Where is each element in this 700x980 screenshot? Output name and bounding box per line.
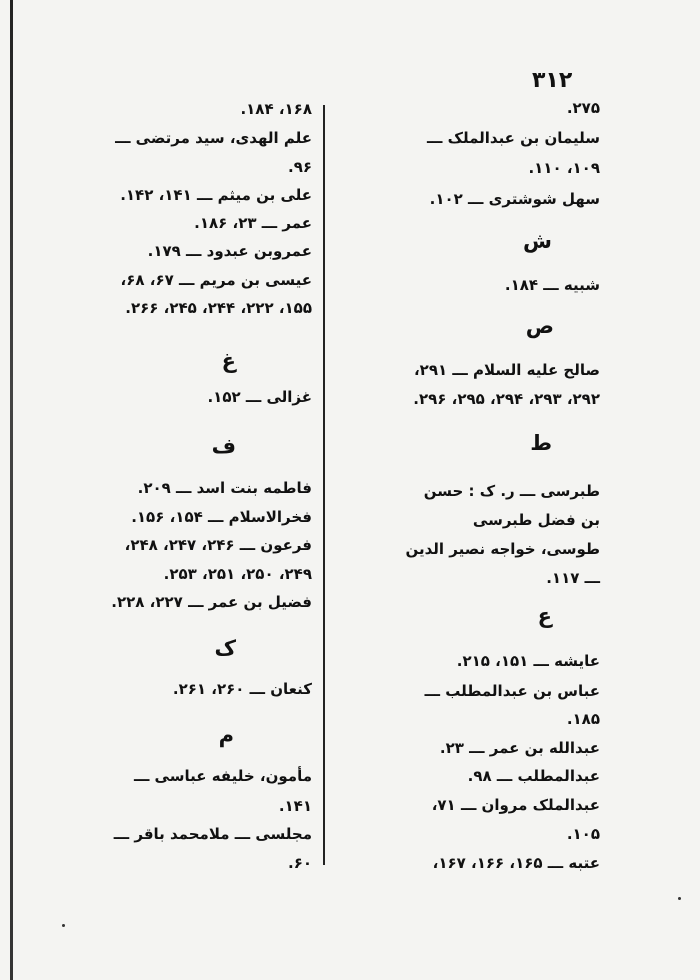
index-entry: عیسی بن مریم ـــ ۶۷، ۶۸، [120,271,312,289]
index-entry: ۱۸۵. [566,710,600,728]
page-number: ۳۱۲ [532,68,573,93]
section-letter-ta: ط [530,431,552,455]
index-entry: غزالی ـــ ۱۵۲. [207,388,312,406]
index-entry: عمر ـــ ۲۳، ۱۸۶. [194,214,312,232]
section-letter-mim: م [218,723,234,747]
index-entry: مجلسی ـــ ملامحمد باقر ـــ [113,825,312,843]
index-entry: ۲۹۲، ۲۹۳، ۲۹۴، ۲۹۵، ۲۹۶. [413,390,600,408]
index-entry: علی بن میثم ـــ ۱۴۱، ۱۴۲. [120,186,312,204]
scan-speck [678,897,681,900]
column-divider [323,105,325,865]
index-entry: شبیه ـــ ۱۸۴. [504,276,600,294]
index-entry: ۱۰۵. [566,825,600,843]
index-entry: ۲۷۵. [566,99,600,117]
index-entry: ۶۰. [287,854,312,872]
index-entry: عبدالله بن عمر ـــ ۲۳. [439,739,600,757]
section-letter-ain: ع [537,604,552,628]
index-entry: بن فضل طبرسی [472,511,600,529]
index-entry: فضیل بن عمر ـــ ۲۲۷، ۲۲۸. [111,593,312,611]
index-entry: فرعون ـــ ۲۴۶، ۲۴۷، ۲۴۸، [124,536,312,554]
section-letter-fa: ف [211,434,236,458]
index-entry: کنعان ـــ ۲۶۰، ۲۶۱. [172,680,312,698]
index-entry: ۱۵۵، ۲۲۲، ۲۴۴، ۲۴۵، ۲۶۶. [125,299,312,317]
index-entry: عمروبن عبدود ـــ ۱۷۹. [147,242,312,260]
index-entry: عبدالمطلب ـــ ۹۸. [467,767,600,785]
index-entry: فخرالاسلام ـــ ۱۵۴، ۱۵۶. [131,508,312,526]
index-entry: سهل شوشتری ـــ ۱۰۲. [429,190,600,208]
index-entry: ـــ ۱۱۷. [546,569,600,587]
section-letter-kaf: ک [214,636,236,660]
index-entry: طبرسی ـــ ر. ک : حسن [423,482,600,500]
page-edge-shadow [10,0,13,980]
index-entry: طوسی، خواجه نصیر الدین [405,540,600,558]
index-entry: عباس بن عبدالمطلب ـــ [424,682,600,700]
index-entry: ۱۶۸، ۱۸۴. [240,100,312,118]
index-entry: صالح علیه السلام ـــ ۲۹۱، [413,361,600,379]
index-entry: عایشه ـــ ۱۵۱، ۲۱۵. [456,652,600,670]
index-entry: عتبه ـــ ۱۶۵، ۱۶۶، ۱۶۷، [432,854,600,872]
index-entry: ۹۶. [287,158,312,176]
index-entry: فاطمه بنت اسد ـــ ۲۰۹. [137,479,312,497]
section-letter-sad: ص [525,314,554,338]
index-entry: سلیمان بن عبدالملک ـــ [426,129,600,147]
section-letter-shin: ش [523,229,552,253]
index-entry: ۲۴۹، ۲۵۰، ۲۵۱، ۲۵۳. [163,565,312,583]
section-letter-ghain: غ [221,349,236,373]
index-entry: علم الهدی، سید مرتضی ـــ [115,129,312,147]
index-entry: ۱۴۱. [278,797,312,815]
scan-speck [62,924,65,927]
index-entry: ۱۰۹، ۱۱۰. [528,159,600,177]
index-entry: مأمون، خلیفه عباسی ـــ [133,767,312,785]
index-entry: عبدالملک مروان ـــ ۷۱، [431,796,600,814]
